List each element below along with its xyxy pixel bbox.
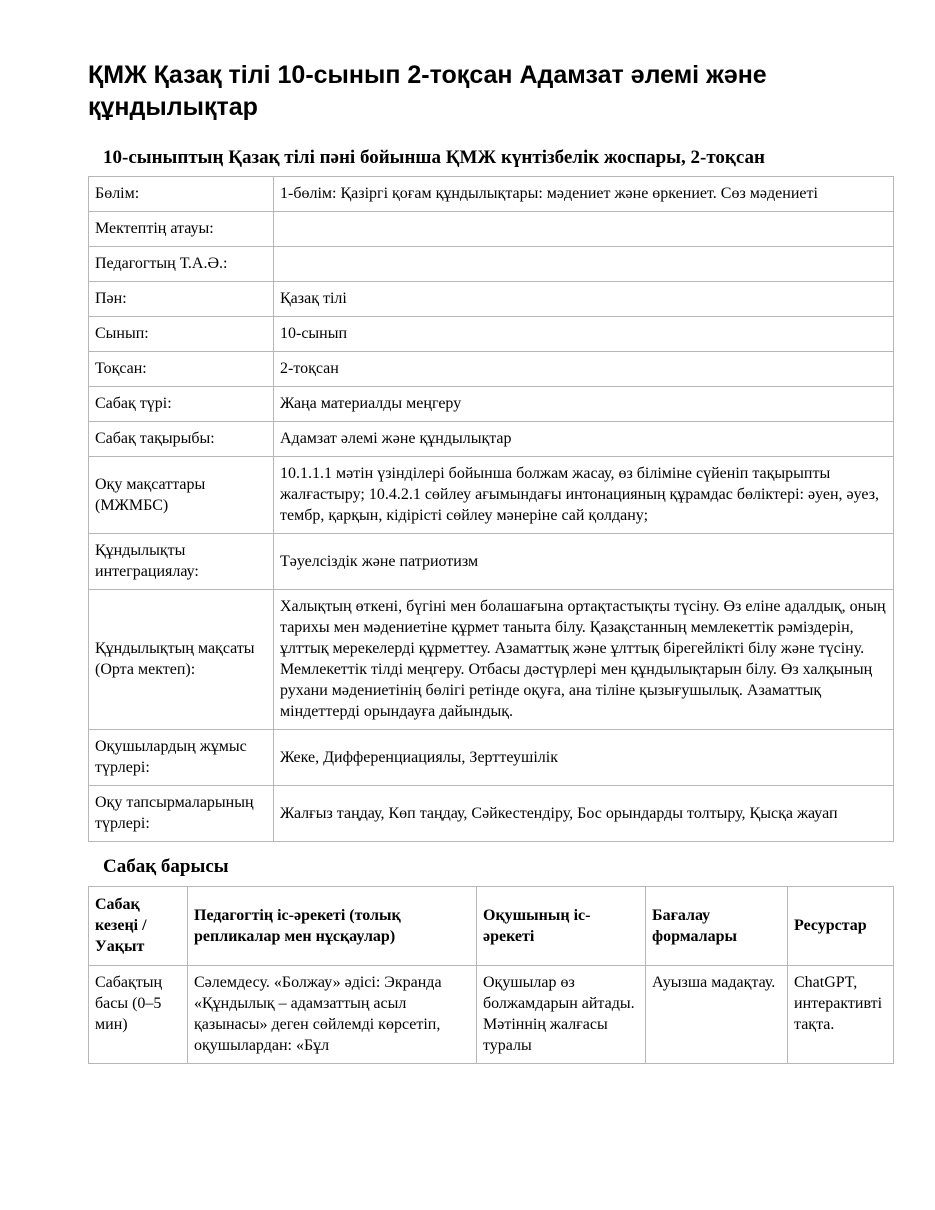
lesson-header-row [89,887,894,966]
lesson-row [89,966,894,1064]
lesson-column-header: Педагогтің іс-әрекеті (толық репликалар мен нұсқаулар) [188,887,477,966]
lesson-column-header: Сабақ кезеңі / Уақыт [89,887,188,966]
plan-row [89,282,894,317]
plan-label: Пән: [89,282,274,317]
plan-value: Тәуелсіздік және патриотизм [274,534,894,590]
plan-row [89,786,894,842]
plan-row [89,387,894,422]
plan-label: Оқу тапсырмаларының түрлері: [89,786,274,842]
lesson-cell: ChatGPT, интерактивті тақта. [788,966,894,1064]
document-title: ҚМЖ Қазақ тілі 10-сынып 2-тоқсан Адамзат әлемі және құндылықтар [88,61,767,121]
lesson-cell: Ауызша мадақтау. [646,966,788,1064]
plan-value: Жеке, Дифференциациялы, Зерттеушілік [274,730,894,786]
plan-value: Жалғыз таңдау, Көп таңдау, Сәйкестендіру, Бос орындарды толтыру, Қысқа жауап [274,786,894,842]
plan-label: Тоқсан: [89,352,274,387]
plan-row [89,247,894,282]
plan-value: Жаңа материалды меңгеру [274,387,894,422]
plan-value: Халықтың өткені, бүгіні мен болашағына ортақтастықты түсіну. Өз еліне адалдық, оның тарихы мен мәдениетіне құрмет таныта білу. Қазақстанның мемлекеттік рәміздерін, ұлттық мерекелерді құрметтеу. Азаматтық және ұлттық бірегейлікті білу және түсіну. Мемлекеттік тілді меңгеру. Отбасы дәстүрлері мен құндылықтарын білу. Өз халқының рухани мәдениетінің бөлігі ретінде оқуға, ана тіліне қызығушылық. Азаматтық міндеттерді орындауға дайындық. [274,590,894,730]
plan-label: Сынып: [89,317,274,352]
plan-table [88,176,894,842]
plan-heading: 10-сыныптың Қазақ тілі пәні бойынша ҚМЖ күнтізбелік жоспары, 2-тоқсан [103,147,765,168]
plan-label: Оқушылардың жұмыс түрлері: [89,730,274,786]
lesson-cell: Сабақтың басы (0–5 мин) [89,966,188,1064]
plan-row [89,457,894,534]
plan-value: Адамзат әлемі және құндылықтар [274,422,894,457]
plan-value: 10-сынып [274,317,894,352]
document-page [88,0,893,1064]
plan-label: Оқу мақсаттары (МЖМБС) [89,457,274,534]
lesson-column-header: Бағалау формалары [646,887,788,966]
plan-label: Бөлім: [89,177,274,212]
lesson-column-header: Оқушының іс-әрекеті [477,887,646,966]
plan-row [89,212,894,247]
plan-label: Мектептің атауы: [89,212,274,247]
plan-row [89,730,894,786]
plan-value: Қазақ тілі [274,282,894,317]
plan-value: 10.1.1.1 мәтін үзінділері бойынша болжам жасау, өз біліміне сүйеніп тақырыпты жалғастыру; 10.4.2.1 сөйлеу ағымындағы интонацияның құрамдас бөліктері: әуен, әуез, тембр, қарқын, кідірісті сөйлеу мәнеріне сай қолдану; [274,457,894,534]
lesson-table [88,886,894,1064]
plan-value [274,212,894,247]
plan-label: Құндылықты интеграциялау: [89,534,274,590]
plan-value: 1-бөлім: Қазіргі қоғам құндылықтары: мәдениет және өркениет. Сөз мәдениеті [274,177,894,212]
lesson-heading: Сабақ барысы [103,856,229,877]
plan-label: Сабақ тақырыбы: [89,422,274,457]
plan-row [89,317,894,352]
lesson-cell: Оқушылар өз болжамдарын айтады. Мәтіннің жалғасы туралы [477,966,646,1064]
plan-row [89,177,894,212]
plan-row [89,352,894,387]
plan-row [89,422,894,457]
lesson-column-header: Ресурстар [788,887,894,966]
plan-label: Құндылықтың мақсаты (Орта мектеп): [89,590,274,730]
plan-label: Сабақ түрі: [89,387,274,422]
plan-label: Педагогтың Т.А.Ә.: [89,247,274,282]
plan-value: 2-тоқсан [274,352,894,387]
plan-row [89,534,894,590]
lesson-cell: Сәлемдесу. «Болжау» әдісі: Экранда «Құндылық – адамзаттың асыл қазынасы» деген сөйлемді көрсетіп, оқушылардан: «Бұл [188,966,477,1064]
plan-row [89,590,894,730]
plan-value [274,247,894,282]
